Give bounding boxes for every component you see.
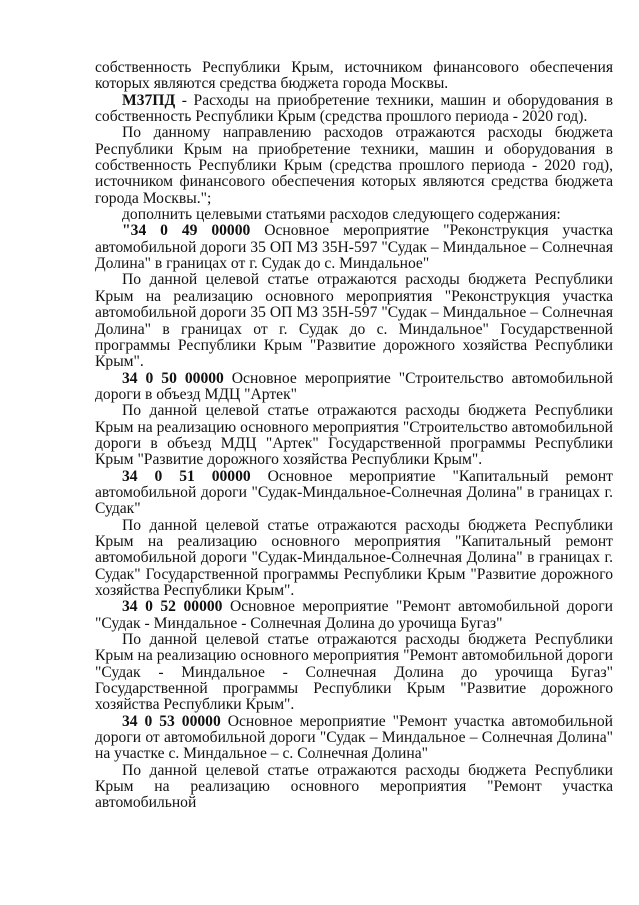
paragraph-text: Основное мероприятие "Строительство автомобильной дороги в объезд МДЦ "Артек" — [95, 369, 613, 403]
paragraph-item-34-0-52 — [95, 599, 613, 632]
code-label: 34 0 52 00000 — [122, 598, 223, 616]
document-page — [95, 60, 613, 812]
paragraph-description — [95, 125, 613, 207]
paragraph-text: Основное мероприятие "Реконструкция участка автомобильной дороги 35 ОП МЗ 35Н-597 "Судак – Миндальное – Солнечная Долина" в границах от г. Судак до с. Миндальное" — [95, 222, 613, 273]
paragraph-text: По данной целевой статье отражаются расходы бюджета Республики Крым на реализацию основного мероприятия "Строительство автомобильной дороги в объезд МДЦ "Артек" Государственной программы Республики Крым "Развитие дорожного хозяйства Республики Крым". — [95, 402, 613, 469]
paragraph-text: По данному направлению расходов отражаются расходы бюджета Республики Крым на приобретение техники, машин и оборудования в собственность Республики Крым (средства прошлого периода - 2020 год), источником финансового обеспечения которых являются средства бюджета города Москвы."; — [95, 124, 613, 207]
paragraph-text: По данной целевой статье отражаются расходы бюджета Республики Крым на реализацию основного мероприятия "Капитальный ремонт автомобильной дороги "Судак-Миндальное-Солнечная Долина" в границах г. Судак" Государственной программы Республики Крым "Развитие дорожного хозяйства Республики Крым". — [95, 516, 613, 599]
paragraph-description — [95, 632, 613, 714]
paragraph-text: - Расходы на приобретение техники, машин и оборудования в собственность Республики Крым (средства прошлого периода - 2020 год). — [95, 91, 613, 126]
code-label: М37ПД — [122, 91, 176, 109]
paragraph-description — [95, 403, 613, 468]
paragraph-description — [95, 272, 613, 370]
paragraph-item-34-0-51 — [95, 469, 613, 518]
paragraph-text: По данной целевой статье отражаются расходы бюджета Республики Крым на реализацию основного мероприятия "Ремонт автомобильной дороги "Судак - Миндальное - Солнечная Долина до урочища Бугаз" Государственной программы Республики Крым "Развитие дорожного хозяйства Республики Крым". — [95, 631, 613, 714]
paragraph-text: По данной целевой статье отражаются расходы бюджета Республики Крым на реализацию основного мероприятия "Реконструкция участка автомобильной дороги 35 ОП МЗ 35Н-597 "Судак – Миндальное – Солнечная Долина" в границах от г. Судак до с. Миндальное" Государственной программы Республики Крым "Развитие дорожного хозяйства Республики Крым". — [95, 271, 613, 371]
paragraph-text: дополнить целевыми статьями расходов следующего содержания: — [122, 206, 561, 224]
paragraph-text: Основное мероприятие "Капитальный ремонт автомобильной дороги "Судак-Миндальное-Солнечная Долина" в границах г. Судак" — [95, 467, 613, 518]
paragraph-text: Основное мероприятие "Ремонт участка автомобильной дороги от автомобильной дороги "Судак – Миндальное – Солнечная Долина" на участке с. Миндальное – с. Солнечная Долина" — [95, 712, 613, 763]
paragraph-m37pd — [95, 93, 613, 126]
paragraph-text: Основное мероприятие "Ремонт автомобильной дороги "Судак - Миндальное - Солнечная Долина до урочища Бугаз" — [95, 598, 613, 632]
paragraph-item-34-0-50 — [95, 371, 613, 404]
code-label: 34 0 50 00000 — [122, 369, 224, 387]
paragraph-description — [95, 763, 613, 812]
code-label: "34 0 49 00000 — [122, 222, 251, 240]
paragraph-item-34-0-53 — [95, 714, 613, 763]
paragraph-supplement — [95, 207, 613, 223]
paragraph-description — [95, 518, 613, 600]
paragraph-continuation — [95, 60, 613, 93]
paragraph-text: собственность Республики Крым, источником финансового обеспечения которых являются средства бюджета города Москвы. — [95, 59, 613, 93]
paragraph-text: По данной целевой статье отражаются расходы бюджета Республики Крым на реализацию основного мероприятия "Ремонт участка автомобильной — [95, 761, 613, 812]
code-label: 34 0 51 00000 — [122, 467, 251, 485]
code-label: 34 0 53 00000 — [122, 712, 221, 730]
paragraph-item-34-0-49 — [95, 223, 613, 272]
